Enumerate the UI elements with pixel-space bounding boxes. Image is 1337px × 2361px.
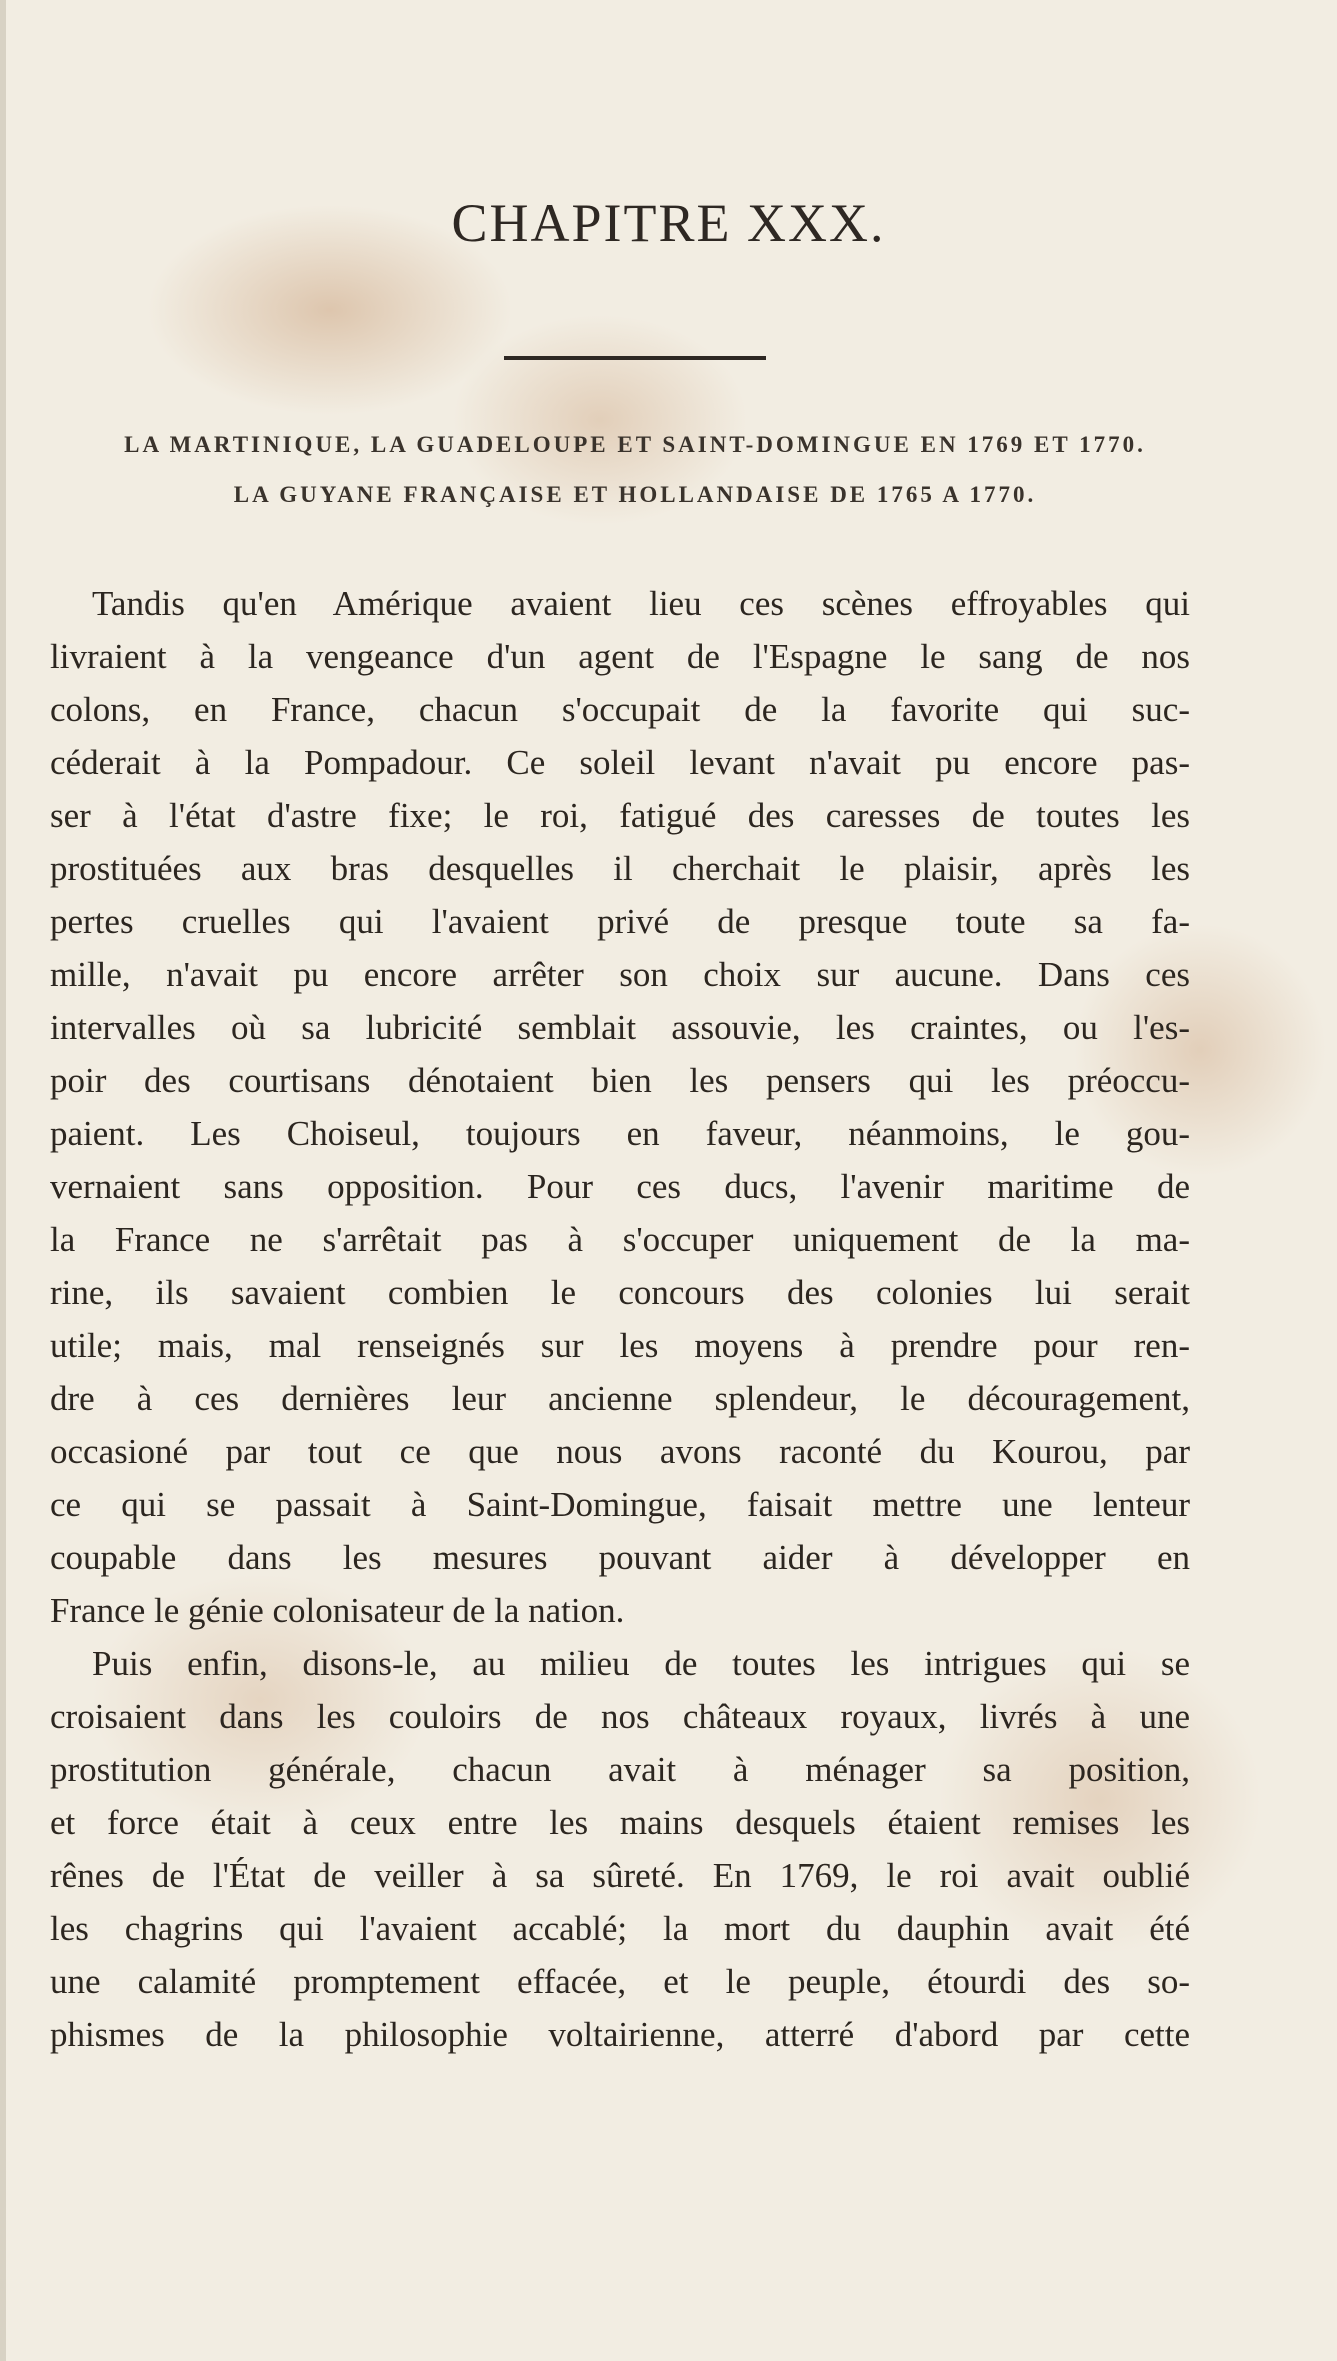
body-line: Tandis qu'en Amérique avaient lieu ces scènes effroyables qui [92,584,1190,623]
title-rule [504,356,766,360]
body-line: ser à l'état d'astre fixe; le roi, fatigué des caresses de toutes les [50,796,1190,835]
body-line: prostituées aux bras desquelles il cherchait le plaisir, après les [50,849,1190,888]
body-line: rênes de l'État de veiller à sa sûreté. En 1769, le roi avait oublié [50,1856,1190,1895]
chapter-summary-line-2: LA GUYANE FRANÇAISE ET HOLLANDAISE DE 1765 A 1770. [233,482,1037,507]
body-line: intervalles où sa lubricité semblait assouvie, les craintes, ou l'es- [50,1008,1190,1047]
chapter-summary-line-1: LA MARTINIQUE, LA GUADELOUPE ET SAINT-DOMINGUE EN 1769 ET 1770. [124,432,1146,457]
body-line: ce qui se passait à Saint-Domingue, faisait mettre une lenteur [50,1485,1190,1524]
body-line: rine, ils savaient combien le concours des colonies lui serait [50,1273,1190,1312]
body-line: utile; mais, mal renseignés sur les moyens à prendre pour ren- [50,1326,1190,1365]
chapter-title: CHAPITRE XXX. [451,193,886,253]
body-line: poir des courtisans dénotaient bien les pensers qui les préoccu- [50,1061,1190,1100]
body-line: phismes de la philosophie voltairienne, atterré d'abord par cette [50,2015,1190,2054]
body-line: prostitution générale, chacun avait à ménager sa position, [50,1750,1190,1789]
body-line: France le génie colonisateur de la nation. [50,1591,625,1630]
body-line: céderait à la Pompadour. Ce soleil levant n'avait pu encore pas- [50,743,1190,782]
body-line: pertes cruelles qui l'avaient privé de presque toute sa fa- [50,902,1190,941]
body-line: les chagrins qui l'avaient accablé; la mort du dauphin avait été [50,1909,1190,1948]
body-line: croisaient dans les couloirs de nos châteaux royaux, livrés à une [50,1697,1190,1736]
body-line: occasioné par tout ce que nous avons raconté du Kourou, par [50,1432,1190,1471]
body-line: et force était à ceux entre les mains desquels étaient remises les [50,1803,1190,1842]
chapter-body [50,577,1190,2061]
body-line: dre à ces dernières leur ancienne splendeur, le découragement, [50,1379,1190,1418]
body-line: la France ne s'arrêtait pas à s'occuper uniquement de la ma- [50,1220,1190,1259]
body-line: vernaient sans opposition. Pour ces ducs, l'avenir maritime de [50,1167,1190,1206]
body-line: colons, en France, chacun s'occupait de la favorite qui suc- [50,690,1190,729]
body-line: paient. Les Choiseul, toujours en faveur, néanmoins, le gou- [50,1114,1190,1153]
page-edge-shadow [0,0,6,2361]
body-line: livraient à la vengeance d'un agent de l'Espagne le sang de nos [50,637,1190,676]
body-line: coupable dans les mesures pouvant aider à développer en [50,1538,1190,1577]
body-line: Puis enfin, disons-le, au milieu de toutes les intrigues qui se [92,1644,1190,1683]
body-line: mille, n'avait pu encore arrêter son choix sur aucune. Dans ces [50,955,1190,994]
body-line: une calamité promptement effacée, et le peuple, étourdi des so- [50,1962,1190,2001]
